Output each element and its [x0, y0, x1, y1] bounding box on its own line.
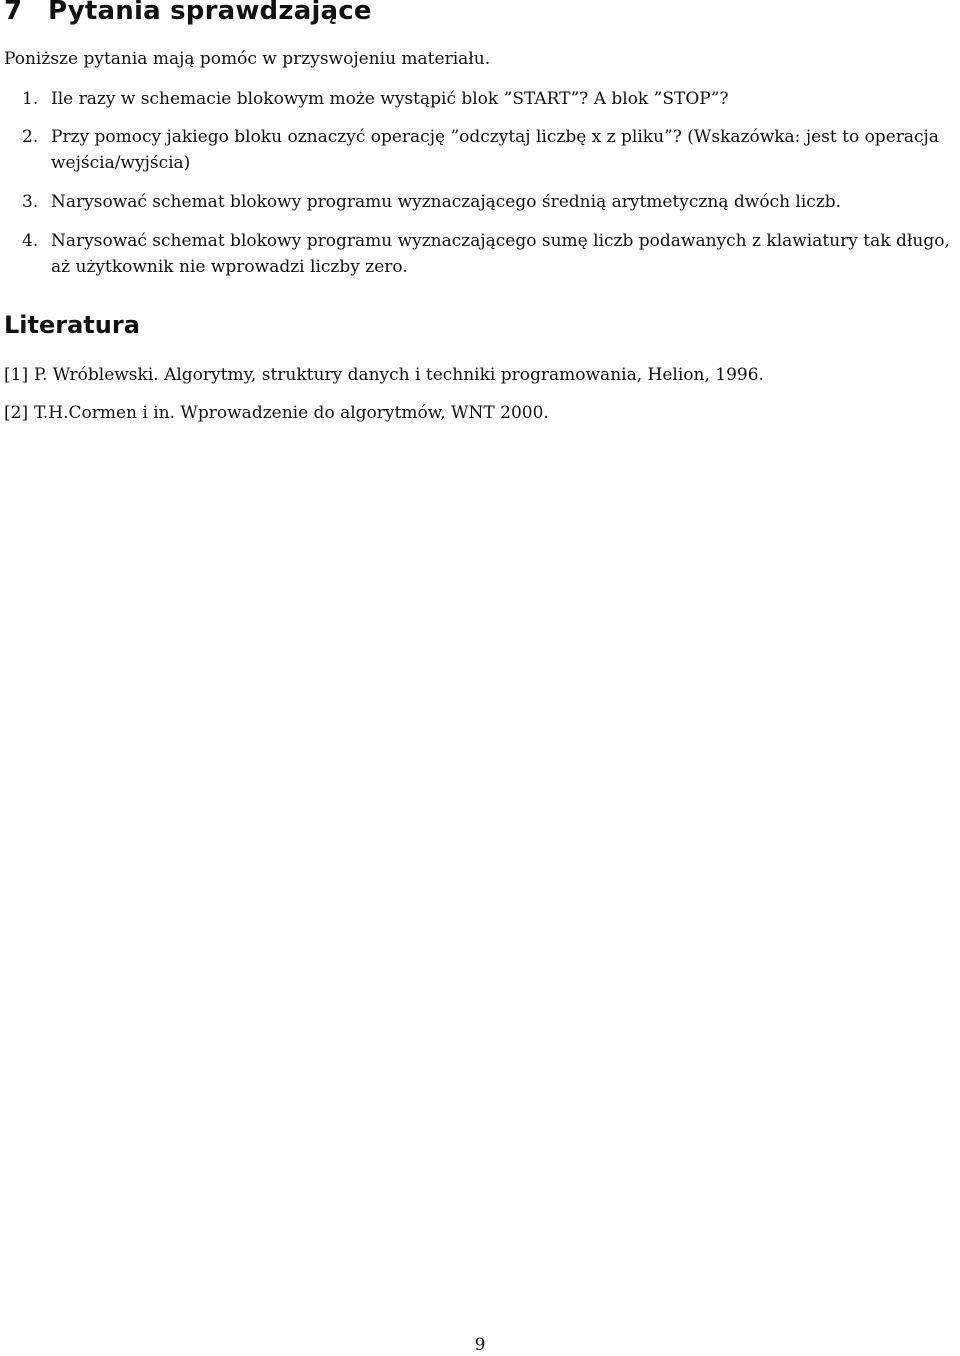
question-text	[51, 228, 951, 280]
reference-label: [1]	[4, 365, 29, 385]
reference-text: P. Wróblewski. Algorytmy, struktury danych i techniki programowania, Helion, 1996.	[34, 365, 764, 385]
page-number: 9	[474, 1335, 486, 1355]
question-number: 4.	[22, 231, 39, 251]
reference-item	[4, 362, 764, 388]
question-line: wejścia/wyjścia)	[51, 153, 191, 173]
question-line: Narysować schemat blokowy programu wyznaczającego sumę liczb podawanych z klawiatury tak długo,	[51, 231, 950, 251]
section-number: 7	[4, 0, 23, 26]
question-number: 1.	[22, 89, 39, 109]
reference-text: T.H.Cormen i in. Wprowadzenie do algorytmów, WNT 2000.	[34, 403, 549, 423]
intro-paragraph: Poniższe pytania mają pomóc w przyswojeniu materiału.	[4, 49, 491, 69]
section-title: Pytania sprawdzające	[48, 0, 372, 26]
question-line: Przy pomocy jakiego bloku oznaczyć operację ”odczytaj liczbę x z pliku”? (Wskazówka: jest to operacja	[51, 127, 939, 147]
section-heading	[4, 0, 372, 26]
question-line: Narysować schemat blokowy programu wyznaczającego średnią arytmetyczną dwóch liczb.	[51, 192, 842, 212]
question-text	[51, 189, 951, 215]
question-number: 2.	[22, 127, 39, 147]
question-text	[51, 124, 951, 176]
reference-item	[4, 400, 549, 426]
question-line: Ile razy w schemacie blokowym może wystąpić blok ”START”? A blok ”STOP”?	[51, 89, 729, 109]
question-text	[51, 86, 951, 112]
reference-label: [2]	[4, 403, 29, 423]
literature-heading: Literatura	[4, 311, 140, 339]
question-line: aż użytkownik nie wprowadzi liczby zero.	[51, 257, 408, 277]
question-number: 3.	[22, 192, 39, 212]
